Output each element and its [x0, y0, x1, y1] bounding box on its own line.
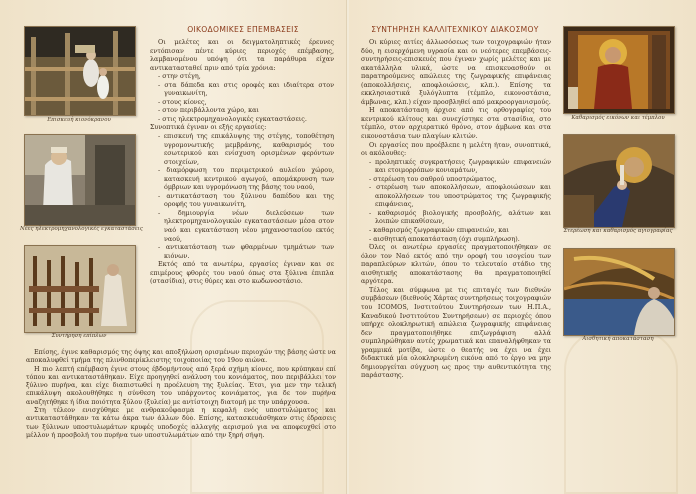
list-item: - καθαρισμός βιολογικής προσβολής, αλάτων και λοιπών επικαθίσεων, — [361, 209, 551, 226]
list-item: - αντικατάσταση του ξύλινου δαπέδου και της οροφής του γυναικωνίτη, — [150, 192, 334, 209]
caption: Νέες ηλεκτρομηχανολογικές εγκαταστάσεις — [20, 226, 143, 232]
left-page — [0, 0, 347, 494]
list-item: - στερέωση του σαθρού υποστρώματος, — [361, 175, 551, 184]
photo-icon-cleaning — [563, 26, 675, 114]
caption: Επισκευή κιονόκρανου — [47, 117, 111, 123]
works-intro: Συνοπτικά έγιναν οι εξής εργασίες: — [150, 123, 267, 132]
bottom-paragraph-1: Επίσης, έγινε καθαρισμός της όψης και αποξήλωση ορισμένων περιοχών της βάσης ώστε να αποκαλυφθεί τμήμα της πλινθοπερίκλειστης τοιχοποιίας του 19ου αιώνα. — [26, 348, 336, 365]
list-item: - στερέωση των αποκολλήσεων, αποφλοιώσεων και αποκολλήσεων του υποστρώματος της ζωγραφικής επιφάνειας, — [361, 183, 551, 209]
list-item: - δημιουργία νέων διελεύσεων των ηλεκτρομηχανολογικών εγκαταστάσεων μέσα στον ναό και εγκατάσταση νέου μηχανοστασίου εκτός ναού, — [150, 209, 334, 243]
photo-capital-repair — [24, 26, 136, 116]
caption: Συντήρηση επίπλων — [51, 333, 107, 339]
caption: Αισθητική αποκατάσταση — [582, 336, 654, 342]
left-column-text — [150, 38, 334, 286]
photo-painting-consolidation — [563, 134, 675, 228]
after-paragraph: Εκτός από τα ανωτέρω, εργασίες έγιναν και σε επιμέρους φθορές του ναού όπως στα ξύλινα έπιπλα (στασίδια), στις θύρες και στο κωδωνοστάσιο. — [150, 260, 334, 286]
list-item: - αντικατάσταση των φθαρμένων τμημάτων των κιόνων. — [150, 243, 334, 260]
right-page — [349, 0, 696, 494]
list-item: - προληπτικές συγκρατήσεις ζωγραφικών επιφανειών και ετοιμορρόπων κονιαμάτων, — [361, 158, 551, 175]
right-column-text — [361, 38, 551, 380]
background-watermark — [564, 330, 678, 494]
paragraph-4: Όλες οι ανωτέρω εργασίες πραγματοποιήθηκαν σε όλον τον Ναό εκτός από την οροφή του ισογείου των παραπλεύρων κλιτών, όπου το τελευταίο στάδιο της αισθητικής αποκατάστασης θα πραγματοποιηθεί αργότερα. — [361, 243, 551, 286]
list-item: - στις ηλεκτρομηχανολογικές εγκαταστάσεις. — [150, 115, 334, 124]
section-title: ΟΙΚΟΔΟΜΙΚΕΣ ΕΠΕΜΒΑΣΕΙΣ — [187, 25, 299, 34]
list-item: - καθαρισμός ζωγραφικών επιφανειών, και — [361, 226, 551, 235]
left-bottom-text — [26, 348, 336, 439]
areas-list — [150, 72, 334, 123]
works-list — [150, 132, 334, 260]
intro-paragraph: Οι μελέτες και οι δειγματοληπτικές έρευνες εντόπισαν πέντε κύριες περιοχές επέμβασης, λαμβανομένου υπόψη ότι τα παράθυρα είχαν αντικατασταθεί πριν από τρία χρόνια: — [150, 38, 334, 72]
bottom-paragraph-2: Η πιο λεπτή επέμβαση έγινε στους έβδομήντους από ξερά σχήμη κίονες, που κρύπηκαν επί τόπου και αντικαταστάθηκαν. Είχε προηγηθεί ανάλυση του κονιάματος, που περιβάλλει τον ξύλινο πυρήνα, και είχε διαπιστωθεί η προέλευση της ξυλείας. Έτσι, για μεν την τελική επικάλυψη ακολουθήθηκε η σύνθεση του υπάρχοντος κονιάματος, για δε τον πυρήνα αναζητήθηκε ή ίδια ποιότητα ξύλου (ξυλεία) με αντίστοιχη διατομή με την υπάρχουσα. — [26, 364, 336, 406]
paragraph-1: Οι κύριες αιτίες άλλωσόσεως των τοιχογραφιών ήταν δύο, η εισερχόμενη υγρασία και οι νεότερες επεμβάσεις-συντηρήσεις-επισκευές που έγιναν χωρίς μελέτες και με ακατάλληλα υλικά, ώστε να επισκευασθούν οι παρατηρούμενες απώλειες της ζωγραφικής επιφάνειας (αποκολλήσεις, αποφλοιώσεις, κλπ.). Επίσης τα εκκλησιαστικά ξυλόγλυπτα (τέμπλο, εικονοστάσια, άμβωνας, κλπ.) είχαν προσβληθεί από μακροοργανισμούς. — [361, 38, 551, 106]
list-item: - διαμόρφωση του περιμετρικού αυλείου χώρου, κατασκευή κεντρικού αγωγού, απομάκρυνση των όμβριων και υγρομόνωση της βάσης του ναού, — [150, 166, 334, 192]
list-item: - στα δάπεδα και στις οροφές και ιδιαίτερα στον γυναικωνίτη, — [150, 81, 334, 98]
list-item: - αισθητική αποκατάσταση (όχι συμπλήρωση). — [361, 235, 551, 244]
paragraph-2: Η αποκατάσταση άρχισε από τις ορθογραφίες του κεντρικού κλίτους και συνεχίστηκε στα στασίδια, στο τέμπλο, στον αρχιερατικό θρόνο, στον άμβωνα και στα εικονοστάσια των πλαγίων κλιτών. — [361, 106, 551, 141]
bottom-paragraph-3: Στη τέλεον ενισχύθηκε με ανθρακοΰφασμα η κεφαλή ενός υποστυλώματος και αντικαταστάθηκαν τα κάτω άκρα των άλλων δύο. Επίσης, κατασκευάσθηκαν στις έδρασεις των ξύλινων υποστυλωμάτων κρυφές υποδοχές αλλαγής αερισμού για να αποφευχθεί στο μέλλον ή προσβολή του πυρήνα των υποστυλωμάτων από την ξηρή σήψη. — [26, 406, 336, 439]
section-title: ΣΥΝΤΗΡΗΣΗ ΚΑΛΛΙΤΕΧΝΙΚΟΥ ΔΙΑΚΟΣΜΟΥ — [371, 25, 539, 34]
list-item: - στην στέγη, — [150, 72, 334, 81]
photo-electrical-installation — [24, 134, 136, 226]
caption: Στερέωση και καθαρισμός αγιογραφίας — [563, 228, 673, 234]
caption: Καθαρισμός εικόνων και τέμπλου — [571, 115, 665, 121]
list-item: - επισκευή της επικάλυψης της στέγης, τοποθέτηση υγρομονωτικής μεμβράνης, καθαρισμός του εσωτερικού και ενίσχυση ορισμένων φερόντων στοιχείων, — [150, 132, 334, 166]
list-item: - στον περιβάλλοντα χώρο, και — [150, 106, 334, 115]
paragraph-3: Οι εργασίες που προέβλεπε η μελέτη ήταν, συνοπτικά, οι ακόλουθες: — [361, 140, 551, 158]
list-item: - στους κίονες, — [150, 98, 334, 107]
works-list — [361, 158, 551, 243]
photo-furniture-conservation — [24, 245, 136, 333]
paragraph-5: Τέλος και σύμφωνα με τις επιταγές των διεθνών συμβάσεων (διεθνούς Χάρτας συντηρήσεως τοιχογραφιών του ICOMOS, Ινστιτούτου Συντηρήσεων των Η.Π.Α., Καναδικού Ινστιτούτου Συντηρήσεων) σε περιοχές όπου υπήρχε ολοκληρωτική απώλεια ζωγραφικής επιφάνειας δεν πραγματοποιήθηκε επιζωγράφιση αλλά συμπληρώθηκαν αυτές χρωματικά και επαναλήφθηκαν τα γραμμικά μοτίβα, ώστε ο θεατής να έχει να έχει διδακτικά μία ολοκληρωμένη εικόνα από το έργο να μην δημιουργείται σύγχυση ως προς την αυθεντικότητα της παράστασης. — [361, 285, 551, 380]
photo-aesthetic-restoration — [563, 248, 675, 336]
